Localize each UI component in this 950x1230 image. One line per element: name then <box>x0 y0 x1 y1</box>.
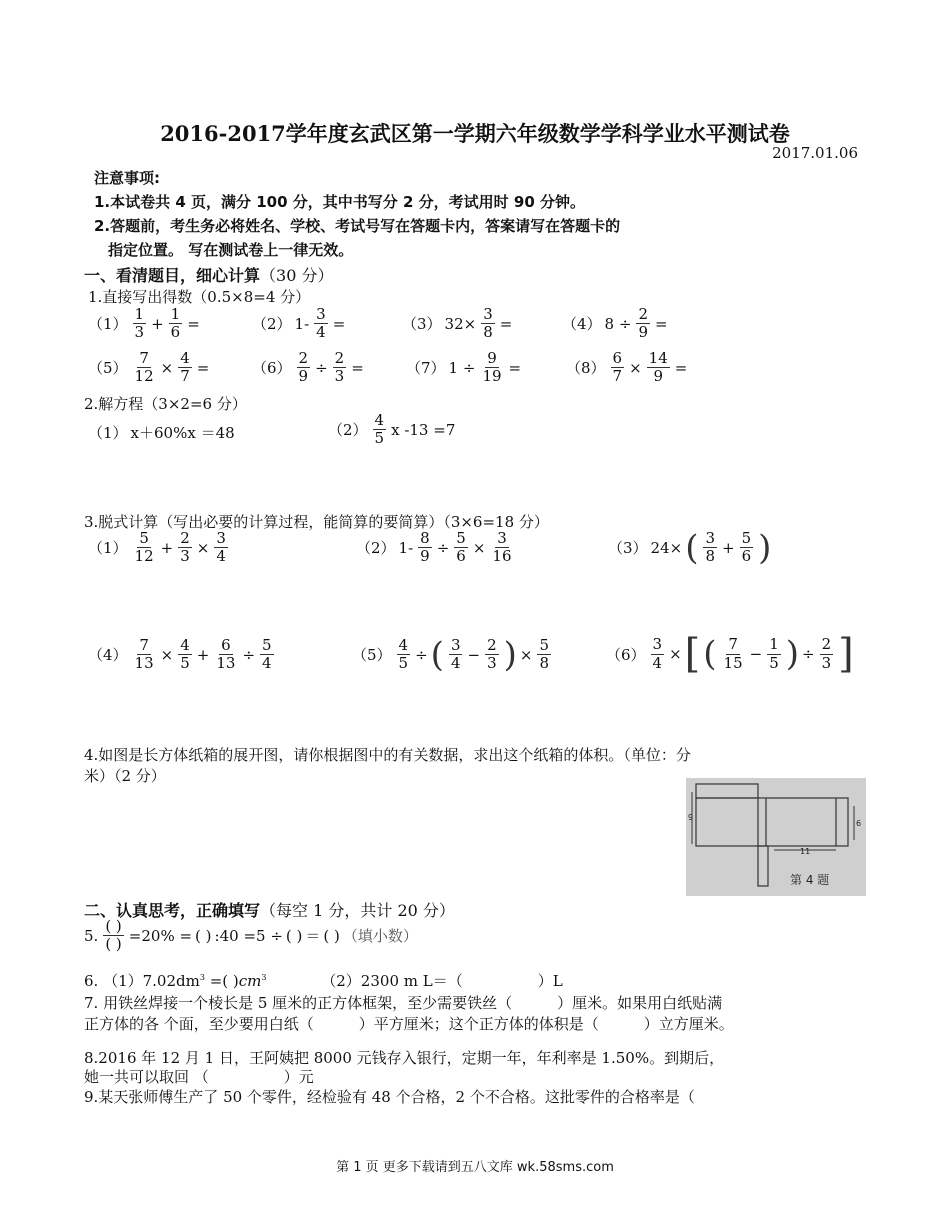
notice-line-2b: 指定位置。 写在测试卷上一律无效。 <box>108 241 354 259</box>
q1-title: 1.直接写出得数（0.5×8=4 分） <box>88 288 311 306</box>
notice-heading: 注意事项: <box>94 169 160 187</box>
q1-item-2: （2） 1- $\frac{3}{4}$ = <box>252 305 346 342</box>
q1-item-4: （4） 8 ÷ $\frac{2}{9}$ = <box>562 305 668 342</box>
page-title: 2016-2017学年度玄武区第一学期六年级数学学科学业水平测试卷 <box>160 121 790 146</box>
q7-a: 7. 用铁丝焊接一个棱长是 5 厘米的正方体框架，至少需要铁丝（ ）厘米。如果用白纸贴满 <box>84 994 723 1012</box>
q1-item-6: （6） $\frac{2}{9}$ ÷ $\frac{2}{3}$ = <box>252 349 364 386</box>
q4-title-a: 4.如图是长方体纸箱的展开图，请你根据图中的有关数据，求出这个纸箱的体积。（单位：分 <box>84 746 691 764</box>
q3-item-2: （2） 1- $\frac{8}{9}$ ÷ $\frac{5}{6}$ × $\frac{3}{16}$ <box>356 529 512 566</box>
q8-b: 她一共可以取回 （ ）元 <box>84 1068 314 1086</box>
part1-heading: 一、看清题目，细心计算（30 分） <box>84 266 334 285</box>
box-net-diagram <box>686 778 866 896</box>
box-net-svg <box>686 778 866 896</box>
q1-item-3: （3） 32× $\frac{3}{8}$ = <box>402 305 513 342</box>
q1-item-7: （7） 1 ÷ $\frac{9}{19}$ = <box>406 349 522 386</box>
q3-item-1: （1） $\frac{5}{12}$ + $\frac{2}{3}$ × $\frac{3}{4}$ <box>88 529 226 566</box>
label-bottom: 11 <box>800 847 811 856</box>
exam-date: 2017.01.06 <box>772 144 858 162</box>
q8-a: 8.2016 年 12 月 1 日，王阿姨把 8000 元钱存入银行，定期一年，年利率是 1.50%。到期后， <box>84 1049 725 1067</box>
q2-eq-1: （1） x＋60%x ＝48 <box>88 424 235 442</box>
q3-title: 3.脱式计算（写出必要的计算过程，能简算的要简算）（3×6=18 分） <box>84 513 549 531</box>
notice-line-2a: 2.答题前，考生务必将姓名、学校、考试号写在答题卡内，答案请写在答题卡的 <box>94 217 621 235</box>
q1-item-8: （8） $\frac{6}{7}$ × $\frac{14}{9}$ = <box>566 349 688 386</box>
diagram-caption: 第 4 题 <box>790 873 830 887</box>
q3-item-5: （5） $\frac{4}{5}$ ÷ ( $\frac{3}{4}$ − $\frac{2}{3}$ ) × $\frac{5}{8}$ <box>352 634 549 675</box>
q4-title-b: 米）（2 分） <box>84 767 166 785</box>
part2-heading: 二、认真思考，正确填写（每空 1 分，共计 20 分） <box>84 901 455 920</box>
page-footer: 第 1 页 更多下载请到五八文库 wk.58sms.com <box>336 1160 614 1175</box>
q3-item-6: （6） $\frac{3}{4}$ × [ ( $\frac{7}{15}$ − $\frac{1}{5}$ ) ÷ $\frac{2}{3}$ ] <box>606 631 854 677</box>
q1-item-5: （5） $\frac{7}{12}$ × $\frac{4}{7}$ = <box>88 349 210 386</box>
label-right: 6 <box>856 819 862 828</box>
q5: 5. $\frac{( )}{( )}$ =20% = ( ) :40 =5 ÷ ( ) ＝ ( ) （填小数） <box>84 917 418 954</box>
q3-item-4: （4） $\frac{7}{13}$ × $\frac{4}{5}$ + $\frac{6}{13}$ ÷ $\frac{5}{4}$ <box>88 636 272 673</box>
q3-item-3: （3） 24× ( $\frac{3}{8}$ + $\frac{5}{6}$ ) <box>608 527 772 568</box>
q2-title: 2.解方程（3×2=6 分） <box>84 395 247 413</box>
notice-line-1: 1.本试卷共 4 页，满分 100 分，其中书写分 2 分，考试用时 90 分钟。 <box>94 193 585 211</box>
q1-item-1: （1） $\frac{1}{3}$ + $\frac{1}{6}$ = <box>88 305 200 342</box>
label-left: 9 <box>688 813 694 822</box>
q6: 6. $(1)7.02dm^3$ =( )$cm^3$ （2）2300 m L＝（ ）L <box>84 972 563 990</box>
q2-eq-2: （2） $\frac{4}{5}$ x -13 =7 <box>328 411 456 448</box>
q7-b: 正方体的各 个面，至少要用白纸（ ）平方厘米；这个正方体的体积是（ ）立方厘米。 <box>84 1015 734 1033</box>
q9: 9.某天张师傅生产了 50 个零件，经检验有 48 个合格，2 个不合格。这批零件的合格率是（ <box>84 1088 695 1106</box>
